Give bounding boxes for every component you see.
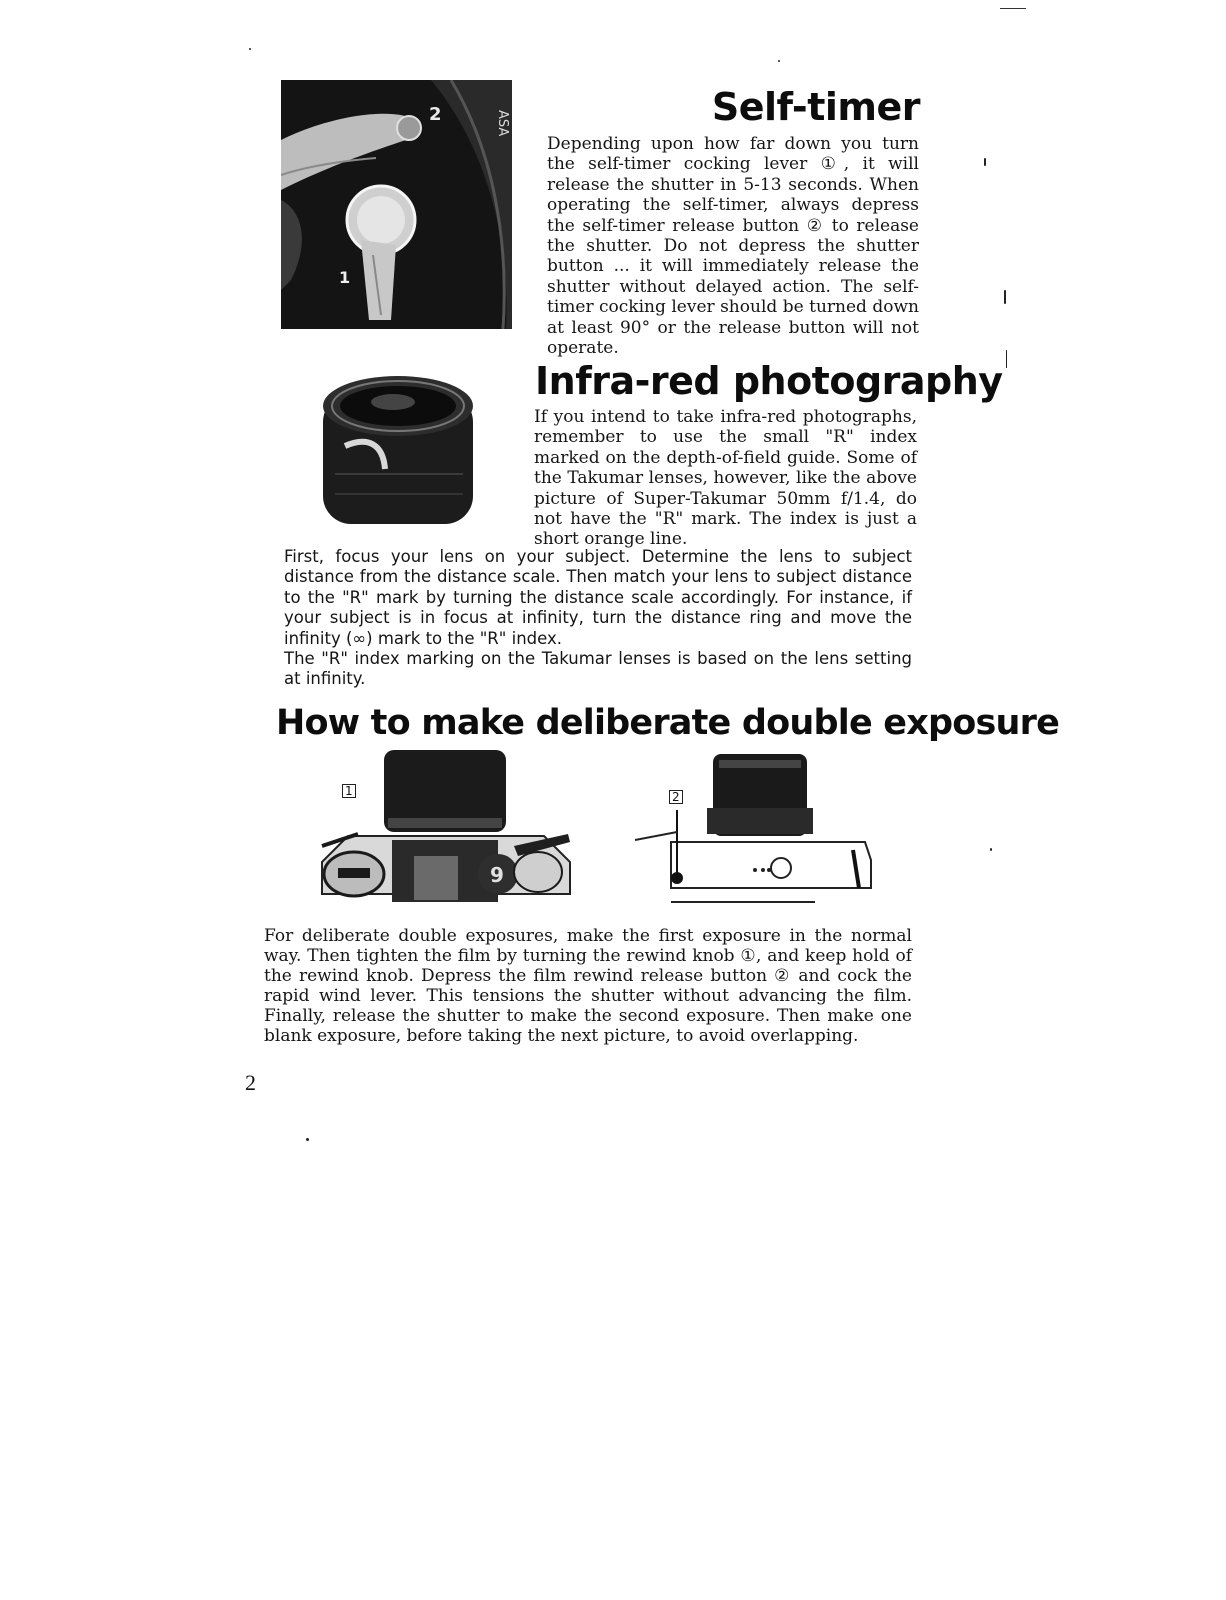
camera-bottom-photo-label-2: 2 bbox=[669, 790, 683, 804]
page-number: 2 bbox=[245, 1070, 256, 1095]
double-exposure-heading: How to make deliberate double exposure bbox=[276, 703, 1060, 743]
infra-red-paragraph-2: First, focus your lens on your subject. Determine the lens to subject distance from the distance scale. Then match your lens to subject distance to the "R" mark by turning the distance scale accordingly. For instance, if your subject is in focus at infinity, turn the distance ring and move the infinity (∞) mark to the "R" index. bbox=[284, 547, 912, 648]
scan-speck bbox=[1006, 350, 1007, 368]
lens-photo bbox=[323, 374, 473, 526]
svg-text:9: 9 bbox=[490, 863, 504, 887]
scan-speck bbox=[990, 848, 992, 851]
camera-top-photo bbox=[318, 744, 574, 912]
infra-red-heading: Infra-red photography bbox=[535, 359, 1003, 403]
scan-speck bbox=[984, 158, 986, 166]
infra-red-paragraph-3: The "R" index marking on the Takumar lenses is based on the lens setting at infinity. bbox=[284, 649, 912, 689]
scan-speck bbox=[306, 1138, 309, 1141]
scan-speck bbox=[1004, 290, 1006, 304]
camera-top-photo-illustration bbox=[318, 744, 574, 912]
self-timer-photo-illustration bbox=[281, 80, 512, 329]
self-timer-photo-label-1: 1 bbox=[339, 268, 351, 287]
self-timer-heading: Self-timer bbox=[711, 85, 920, 129]
svg-text:ASA: ASA bbox=[495, 110, 510, 137]
scan-speck bbox=[249, 48, 251, 50]
scan-speck bbox=[778, 60, 780, 62]
camera-top-photo-label-1: 1 bbox=[342, 784, 356, 798]
camera-bottom-photo-illustration bbox=[615, 750, 877, 910]
camera-bottom-photo bbox=[615, 750, 877, 910]
scan-edge-line bbox=[1000, 8, 1026, 9]
self-timer-photo bbox=[281, 80, 512, 329]
self-timer-paragraph: Depending upon how far down you turn the self-timer cocking lever ①, it will release the shutter in 5-13 seconds. When operating the self-timer, always depress the self-timer release button ② to release the shutter. Do not depress the shutter button ... it will immediately release the shutter without delayed action. The self-timer cocking lever should be turned down at least 90° or the release button will not operate. bbox=[547, 134, 919, 359]
lens-photo-illustration bbox=[323, 374, 473, 526]
double-exposure-paragraph: For deliberate double exposures, make the first exposure in the normal way. Then tighten the film by turning the rewind knob ①, and keep hold of the rewind knob. Depress the film rewind release button ② and cock the rapid wind lever. This tensions the shutter without advancing the film. Finally, release the shutter to make the second exposure. Then make one blank exposure, before taking the next picture, to avoid overlapping. bbox=[264, 926, 912, 1046]
self-timer-photo-label-2: 2 bbox=[429, 104, 442, 125]
infra-red-paragraph-1: If you intend to take infra-red photographs, remember to use the small "R" index marked on the depth-of-field guide. Some of the Takumar lenses, however, like the above picture of Super-Takumar 50mm f/1.4, do not have the "R" mark. The index is just a short orange line. bbox=[534, 407, 917, 550]
